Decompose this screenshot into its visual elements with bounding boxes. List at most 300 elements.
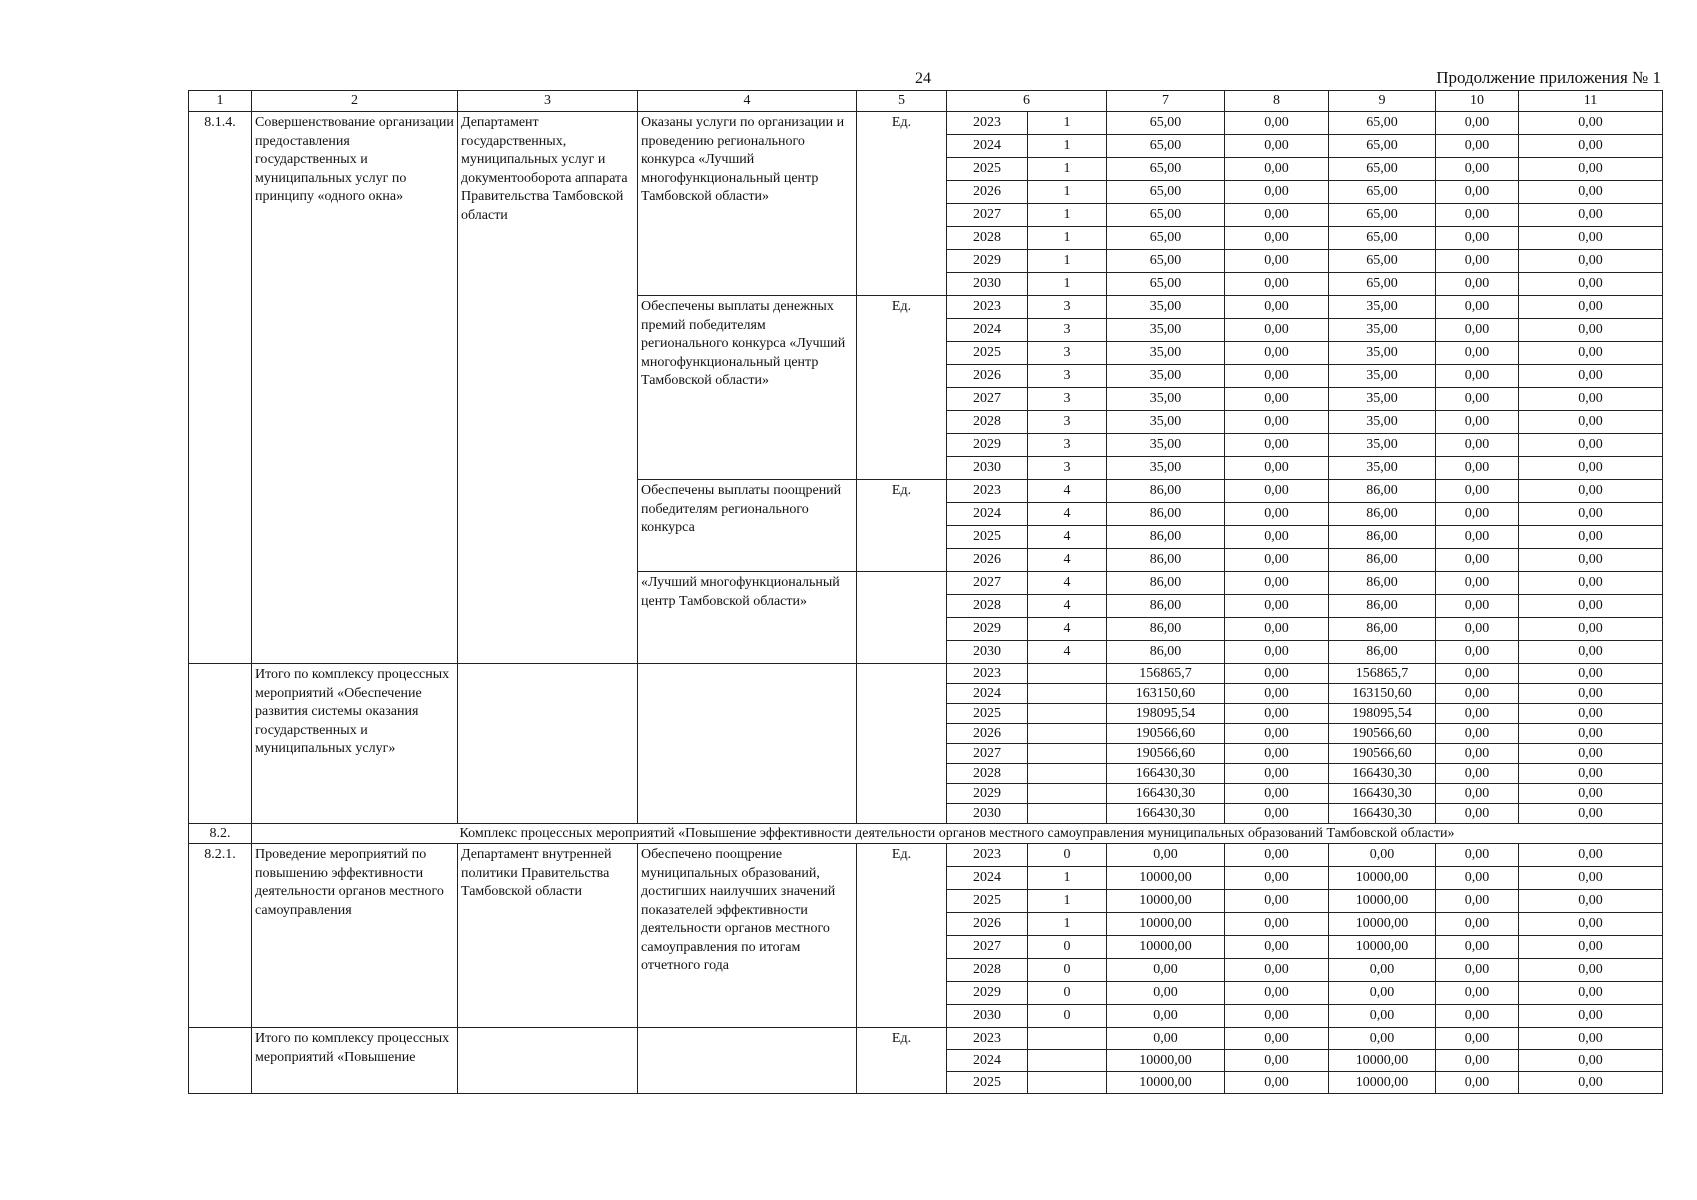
col-header-8: 8 bbox=[1225, 91, 1329, 112]
year-cell: 2028 bbox=[947, 764, 1028, 784]
federal-budget-cell: 0,00 bbox=[1225, 158, 1329, 181]
year-cell: 2025 bbox=[947, 526, 1028, 549]
total-amount-cell: 10000,00 bbox=[1107, 1072, 1225, 1094]
col-header-11: 11 bbox=[1519, 91, 1663, 112]
quantity-cell bbox=[1028, 1072, 1107, 1094]
extrabudget-cell: 0,00 bbox=[1519, 273, 1663, 296]
unit-cell bbox=[857, 664, 947, 824]
local-budget-cell: 0,00 bbox=[1436, 913, 1519, 936]
regional-budget-cell: 86,00 bbox=[1329, 503, 1436, 526]
local-budget-cell: 0,00 bbox=[1436, 1005, 1519, 1028]
local-budget-cell: 0,00 bbox=[1436, 724, 1519, 744]
federal-budget-cell: 0,00 bbox=[1225, 618, 1329, 641]
quantity-cell: 0 bbox=[1028, 844, 1107, 867]
extrabudget-cell: 0,00 bbox=[1519, 411, 1663, 434]
unit-cell bbox=[857, 572, 947, 664]
federal-budget-cell: 0,00 bbox=[1225, 388, 1329, 411]
result-description: «Лучший многофункциональный центр Тамбовской области» bbox=[638, 572, 857, 664]
year-cell: 2023 bbox=[947, 844, 1028, 867]
regional-budget-cell: 65,00 bbox=[1329, 250, 1436, 273]
federal-budget-cell: 0,00 bbox=[1225, 982, 1329, 1005]
total-amount-cell: 65,00 bbox=[1107, 273, 1225, 296]
total-amount-cell: 35,00 bbox=[1107, 296, 1225, 319]
quantity-cell: 1 bbox=[1028, 181, 1107, 204]
federal-budget-cell: 0,00 bbox=[1225, 549, 1329, 572]
quantity-cell: 4 bbox=[1028, 480, 1107, 503]
federal-budget-cell: 0,00 bbox=[1225, 572, 1329, 595]
section-8-2-title: Комплекс процессных мероприятий «Повышение эффективности деятельности органов местного самоуправления муниципальных образований Тамбовской области» bbox=[252, 824, 1663, 844]
quantity-cell: 4 bbox=[1028, 572, 1107, 595]
col-header-4: 4 bbox=[638, 91, 857, 112]
year-cell: 2025 bbox=[947, 704, 1028, 724]
table-row bbox=[189, 112, 1663, 135]
extrabudget-cell: 0,00 bbox=[1519, 641, 1663, 664]
regional-budget-cell: 65,00 bbox=[1329, 273, 1436, 296]
year-cell: 2024 bbox=[947, 319, 1028, 342]
measure-8-2-1-code: 8.2.1. bbox=[189, 844, 252, 1028]
unit-cell: Ед. bbox=[857, 844, 947, 1028]
year-cell: 2029 bbox=[947, 250, 1028, 273]
year-cell: 2025 bbox=[947, 342, 1028, 365]
local-budget-cell: 0,00 bbox=[1436, 959, 1519, 982]
local-budget-cell: 0,00 bbox=[1436, 982, 1519, 1005]
local-budget-cell: 0,00 bbox=[1436, 595, 1519, 618]
quantity-cell bbox=[1028, 784, 1107, 804]
quantity-cell: 4 bbox=[1028, 549, 1107, 572]
federal-budget-cell: 0,00 bbox=[1225, 112, 1329, 135]
year-cell: 2027 bbox=[947, 204, 1028, 227]
total-amount-cell: 10000,00 bbox=[1107, 1050, 1225, 1072]
extrabudget-cell: 0,00 bbox=[1519, 296, 1663, 319]
local-budget-cell: 0,00 bbox=[1436, 273, 1519, 296]
federal-budget-cell: 0,00 bbox=[1225, 724, 1329, 744]
extrabudget-cell: 0,00 bbox=[1519, 503, 1663, 526]
regional-budget-cell: 65,00 bbox=[1329, 158, 1436, 181]
local-budget-cell: 0,00 bbox=[1436, 549, 1519, 572]
local-budget-cell: 0,00 bbox=[1436, 296, 1519, 319]
local-budget-cell: 0,00 bbox=[1436, 867, 1519, 890]
quantity-cell bbox=[1028, 804, 1107, 824]
extrabudget-cell: 0,00 bbox=[1519, 936, 1663, 959]
extrabudget-cell: 0,00 bbox=[1519, 227, 1663, 250]
regional-budget-cell: 166430,30 bbox=[1329, 804, 1436, 824]
quantity-cell: 3 bbox=[1028, 457, 1107, 480]
total-amount-cell: 10000,00 bbox=[1107, 936, 1225, 959]
total-amount-cell: 35,00 bbox=[1107, 342, 1225, 365]
local-budget-cell: 0,00 bbox=[1436, 112, 1519, 135]
regional-budget-cell: 65,00 bbox=[1329, 135, 1436, 158]
col-header-3: 3 bbox=[458, 91, 638, 112]
quantity-cell: 3 bbox=[1028, 342, 1107, 365]
regional-budget-cell: 86,00 bbox=[1329, 526, 1436, 549]
result-description: Оказаны услуги по организации и проведению регионального конкурса «Лучший многофункциональный центр Тамбовской области» bbox=[638, 112, 857, 296]
total-amount-cell: 0,00 bbox=[1107, 1005, 1225, 1028]
federal-budget-cell: 0,00 bbox=[1225, 641, 1329, 664]
quantity-cell: 4 bbox=[1028, 595, 1107, 618]
quantity-cell: 4 bbox=[1028, 503, 1107, 526]
federal-budget-cell: 0,00 bbox=[1225, 959, 1329, 982]
quantity-cell: 3 bbox=[1028, 296, 1107, 319]
year-cell: 2030 bbox=[947, 1005, 1028, 1028]
quantity-cell: 3 bbox=[1028, 434, 1107, 457]
local-budget-cell: 0,00 bbox=[1436, 641, 1519, 664]
regional-budget-cell: 190566,60 bbox=[1329, 724, 1436, 744]
total-amount-cell: 35,00 bbox=[1107, 365, 1225, 388]
year-cell: 2026 bbox=[947, 913, 1028, 936]
year-cell: 2028 bbox=[947, 411, 1028, 434]
local-budget-cell: 0,00 bbox=[1436, 784, 1519, 804]
year-cell: 2024 bbox=[947, 867, 1028, 890]
federal-budget-cell: 0,00 bbox=[1225, 273, 1329, 296]
total-amount-cell: 10000,00 bbox=[1107, 913, 1225, 936]
regional-budget-cell: 198095,54 bbox=[1329, 704, 1436, 724]
local-budget-cell: 0,00 bbox=[1436, 526, 1519, 549]
total-amount-cell: 65,00 bbox=[1107, 181, 1225, 204]
local-budget-cell: 0,00 bbox=[1436, 890, 1519, 913]
quantity-cell: 4 bbox=[1028, 526, 1107, 549]
extrabudget-cell: 0,00 bbox=[1519, 388, 1663, 411]
extrabudget-cell: 0,00 bbox=[1519, 1050, 1663, 1072]
extrabudget-cell: 0,00 bbox=[1519, 319, 1663, 342]
federal-budget-cell: 0,00 bbox=[1225, 704, 1329, 724]
quantity-cell: 1 bbox=[1028, 227, 1107, 250]
total-amount-cell: 156865,7 bbox=[1107, 664, 1225, 684]
local-budget-cell: 0,00 bbox=[1436, 844, 1519, 867]
total-amount-cell: 0,00 bbox=[1107, 982, 1225, 1005]
year-cell: 2030 bbox=[947, 457, 1028, 480]
year-cell: 2030 bbox=[947, 273, 1028, 296]
regional-budget-cell: 156865,7 bbox=[1329, 664, 1436, 684]
total-amount-cell: 35,00 bbox=[1107, 434, 1225, 457]
regional-budget-cell: 166430,30 bbox=[1329, 784, 1436, 804]
quantity-cell bbox=[1028, 664, 1107, 684]
federal-budget-cell: 0,00 bbox=[1225, 684, 1329, 704]
extrabudget-cell: 0,00 bbox=[1519, 684, 1663, 704]
federal-budget-cell: 0,00 bbox=[1225, 526, 1329, 549]
local-budget-cell: 0,00 bbox=[1436, 664, 1519, 684]
quantity-cell: 4 bbox=[1028, 641, 1107, 664]
quantity-cell: 3 bbox=[1028, 365, 1107, 388]
local-budget-cell: 0,00 bbox=[1436, 388, 1519, 411]
total-amount-cell: 35,00 bbox=[1107, 457, 1225, 480]
total-amount-cell: 166430,30 bbox=[1107, 804, 1225, 824]
regional-budget-cell: 10000,00 bbox=[1329, 867, 1436, 890]
col-header-2: 2 bbox=[252, 91, 458, 112]
local-budget-cell: 0,00 bbox=[1436, 457, 1519, 480]
federal-budget-cell: 0,00 bbox=[1225, 890, 1329, 913]
local-budget-cell: 0,00 bbox=[1436, 804, 1519, 824]
extrabudget-cell: 0,00 bbox=[1519, 1005, 1663, 1028]
year-cell: 2029 bbox=[947, 982, 1028, 1005]
total-amount-cell: 166430,30 bbox=[1107, 784, 1225, 804]
total-amount-cell: 65,00 bbox=[1107, 227, 1225, 250]
total-amount-cell: 86,00 bbox=[1107, 618, 1225, 641]
total-amount-cell: 86,00 bbox=[1107, 595, 1225, 618]
extrabudget-cell: 0,00 bbox=[1519, 1028, 1663, 1050]
local-budget-cell: 0,00 bbox=[1436, 704, 1519, 724]
quantity-cell: 1 bbox=[1028, 913, 1107, 936]
federal-budget-cell: 0,00 bbox=[1225, 764, 1329, 784]
local-budget-cell: 0,00 bbox=[1436, 227, 1519, 250]
year-cell: 2024 bbox=[947, 503, 1028, 526]
extrabudget-cell: 0,00 bbox=[1519, 618, 1663, 641]
year-cell: 2023 bbox=[947, 1028, 1028, 1050]
regional-budget-cell: 0,00 bbox=[1329, 1005, 1436, 1028]
extrabudget-cell: 0,00 bbox=[1519, 664, 1663, 684]
local-budget-cell: 0,00 bbox=[1436, 936, 1519, 959]
extrabudget-cell: 0,00 bbox=[1519, 135, 1663, 158]
quantity-cell: 0 bbox=[1028, 959, 1107, 982]
federal-budget-cell: 0,00 bbox=[1225, 227, 1329, 250]
federal-budget-cell: 0,00 bbox=[1225, 804, 1329, 824]
federal-budget-cell: 0,00 bbox=[1225, 744, 1329, 764]
total-amount-cell: 35,00 bbox=[1107, 319, 1225, 342]
federal-budget-cell: 0,00 bbox=[1225, 867, 1329, 890]
extrabudget-cell: 0,00 bbox=[1519, 744, 1663, 764]
extrabudget-cell: 0,00 bbox=[1519, 158, 1663, 181]
quantity-cell: 0 bbox=[1028, 1005, 1107, 1028]
regional-budget-cell: 0,00 bbox=[1329, 982, 1436, 1005]
quantity-cell bbox=[1028, 764, 1107, 784]
year-cell: 2023 bbox=[947, 664, 1028, 684]
year-cell: 2024 bbox=[947, 684, 1028, 704]
extrabudget-cell: 0,00 bbox=[1519, 867, 1663, 890]
regional-budget-cell: 10000,00 bbox=[1329, 1050, 1436, 1072]
year-cell: 2026 bbox=[947, 181, 1028, 204]
local-budget-cell: 0,00 bbox=[1436, 618, 1519, 641]
year-cell: 2025 bbox=[947, 890, 1028, 913]
extrabudget-cell: 0,00 bbox=[1519, 457, 1663, 480]
total-amount-cell: 198095,54 bbox=[1107, 704, 1225, 724]
regional-budget-cell: 86,00 bbox=[1329, 549, 1436, 572]
quantity-cell: 1 bbox=[1028, 890, 1107, 913]
total-amount-cell: 35,00 bbox=[1107, 388, 1225, 411]
result-description: Обеспечены выплаты денежных премий победителям регионального конкурса «Лучший многофункциональный центр Тамбовской области» bbox=[638, 296, 857, 480]
year-cell: 2026 bbox=[947, 724, 1028, 744]
year-cell: 2028 bbox=[947, 227, 1028, 250]
col-header-10: 10 bbox=[1436, 91, 1519, 112]
federal-budget-cell: 0,00 bbox=[1225, 784, 1329, 804]
quantity-cell: 3 bbox=[1028, 388, 1107, 411]
federal-budget-cell: 0,00 bbox=[1225, 135, 1329, 158]
total-amount-cell: 86,00 bbox=[1107, 641, 1225, 664]
regional-budget-cell: 86,00 bbox=[1329, 480, 1436, 503]
year-cell: 2029 bbox=[947, 784, 1028, 804]
local-budget-cell: 0,00 bbox=[1436, 342, 1519, 365]
regional-budget-cell: 190566,60 bbox=[1329, 744, 1436, 764]
regional-budget-cell: 35,00 bbox=[1329, 296, 1436, 319]
year-cell: 2025 bbox=[947, 1072, 1028, 1094]
year-cell: 2027 bbox=[947, 936, 1028, 959]
regional-budget-cell: 65,00 bbox=[1329, 181, 1436, 204]
extrabudget-cell: 0,00 bbox=[1519, 181, 1663, 204]
regional-budget-cell: 86,00 bbox=[1329, 572, 1436, 595]
year-cell: 2030 bbox=[947, 804, 1028, 824]
table-row bbox=[189, 844, 1663, 867]
year-cell: 2027 bbox=[947, 388, 1028, 411]
extrabudget-cell: 0,00 bbox=[1519, 959, 1663, 982]
federal-budget-cell: 0,00 bbox=[1225, 365, 1329, 388]
extrabudget-cell: 0,00 bbox=[1519, 480, 1663, 503]
regional-budget-cell: 0,00 bbox=[1329, 959, 1436, 982]
header-row bbox=[189, 91, 1663, 112]
quantity-cell: 3 bbox=[1028, 411, 1107, 434]
local-budget-cell: 0,00 bbox=[1436, 503, 1519, 526]
federal-budget-cell: 0,00 bbox=[1225, 411, 1329, 434]
local-budget-cell: 0,00 bbox=[1436, 572, 1519, 595]
total-amount-cell: 86,00 bbox=[1107, 480, 1225, 503]
year-cell: 2026 bbox=[947, 549, 1028, 572]
quantity-cell: 4 bbox=[1028, 618, 1107, 641]
total-8-2-name: Итого по комплексу процессных мероприятий «Повышение bbox=[252, 1028, 458, 1094]
year-cell: 2027 bbox=[947, 744, 1028, 764]
regional-budget-cell: 65,00 bbox=[1329, 204, 1436, 227]
extrabudget-cell: 0,00 bbox=[1519, 342, 1663, 365]
unit-cell: Ед. bbox=[857, 1028, 947, 1094]
total-8-1-department bbox=[458, 664, 638, 824]
total-amount-cell: 10000,00 bbox=[1107, 890, 1225, 913]
col-header-7: 7 bbox=[1107, 91, 1225, 112]
extrabudget-cell: 0,00 bbox=[1519, 890, 1663, 913]
result-description: Обеспечено поощрение муниципальных образований, достигших наилучших значений показателей эффективности деятельности органов местного самоуправления по итогам отчетного года bbox=[638, 844, 857, 1028]
regional-budget-cell: 10000,00 bbox=[1329, 890, 1436, 913]
year-cell: 2029 bbox=[947, 618, 1028, 641]
quantity-cell: 1 bbox=[1028, 204, 1107, 227]
continuation-note: Продолжение приложения № 1 bbox=[1436, 68, 1661, 87]
local-budget-cell: 0,00 bbox=[1436, 1072, 1519, 1094]
measure-8-1-4-name: Совершенствование организации предоставления государственных и муниципальных услуг по принципу «одного окна» bbox=[252, 112, 458, 664]
quantity-cell: 1 bbox=[1028, 867, 1107, 890]
extrabudget-cell: 0,00 bbox=[1519, 572, 1663, 595]
total-amount-cell: 86,00 bbox=[1107, 572, 1225, 595]
table-row bbox=[189, 664, 1663, 684]
federal-budget-cell: 0,00 bbox=[1225, 595, 1329, 618]
local-budget-cell: 0,00 bbox=[1436, 434, 1519, 457]
regional-budget-cell: 35,00 bbox=[1329, 411, 1436, 434]
extrabudget-cell: 0,00 bbox=[1519, 112, 1663, 135]
extrabudget-cell: 0,00 bbox=[1519, 764, 1663, 784]
regional-budget-cell: 0,00 bbox=[1329, 844, 1436, 867]
extrabudget-cell: 0,00 bbox=[1519, 549, 1663, 572]
extrabudget-cell: 0,00 bbox=[1519, 526, 1663, 549]
year-cell: 2030 bbox=[947, 641, 1028, 664]
total-amount-cell: 86,00 bbox=[1107, 503, 1225, 526]
quantity-cell: 1 bbox=[1028, 250, 1107, 273]
local-budget-cell: 0,00 bbox=[1436, 1028, 1519, 1050]
total-amount-cell: 0,00 bbox=[1107, 844, 1225, 867]
federal-budget-cell: 0,00 bbox=[1225, 434, 1329, 457]
total-8-2-code bbox=[189, 1028, 252, 1094]
regional-budget-cell: 35,00 bbox=[1329, 434, 1436, 457]
measure-8-1-4-department: Департамент государственных, муниципальных услуг и документооборота аппарата Правительства Тамбовской области bbox=[458, 112, 638, 664]
extrabudget-cell: 0,00 bbox=[1519, 844, 1663, 867]
regional-budget-cell: 65,00 bbox=[1329, 227, 1436, 250]
measure-8-2-1-department: Департамент внутренней политики Правительства Тамбовской области bbox=[458, 844, 638, 1028]
quantity-cell: 0 bbox=[1028, 936, 1107, 959]
regional-budget-cell: 35,00 bbox=[1329, 365, 1436, 388]
quantity-cell: 1 bbox=[1028, 112, 1107, 135]
local-budget-cell: 0,00 bbox=[1436, 250, 1519, 273]
regional-budget-cell: 0,00 bbox=[1329, 1028, 1436, 1050]
unit-cell: Ед. bbox=[857, 296, 947, 480]
year-cell: 2026 bbox=[947, 365, 1028, 388]
total-amount-cell: 65,00 bbox=[1107, 204, 1225, 227]
total-8-1-code bbox=[189, 664, 252, 824]
federal-budget-cell: 0,00 bbox=[1225, 342, 1329, 365]
unit-cell: Ед. bbox=[857, 480, 947, 572]
total-8-1-name: Итого по комплексу процессных мероприятий «Обеспечение развития системы оказания государственных и муниципальных услуг» bbox=[252, 664, 458, 824]
local-budget-cell: 0,00 bbox=[1436, 764, 1519, 784]
quantity-cell: 1 bbox=[1028, 135, 1107, 158]
federal-budget-cell: 0,00 bbox=[1225, 1072, 1329, 1094]
federal-budget-cell: 0,00 bbox=[1225, 204, 1329, 227]
extrabudget-cell: 0,00 bbox=[1519, 365, 1663, 388]
section-8-2-code: 8.2. bbox=[189, 824, 252, 844]
local-budget-cell: 0,00 bbox=[1436, 684, 1519, 704]
regional-budget-cell: 166430,30 bbox=[1329, 764, 1436, 784]
total-amount-cell: 65,00 bbox=[1107, 112, 1225, 135]
total-amount-cell: 0,00 bbox=[1107, 1028, 1225, 1050]
local-budget-cell: 0,00 bbox=[1436, 480, 1519, 503]
table-row bbox=[189, 1028, 1663, 1050]
regional-budget-cell: 35,00 bbox=[1329, 457, 1436, 480]
table-body bbox=[189, 91, 1663, 1094]
federal-budget-cell: 0,00 bbox=[1225, 296, 1329, 319]
quantity-cell: 1 bbox=[1028, 158, 1107, 181]
federal-budget-cell: 0,00 bbox=[1225, 844, 1329, 867]
quantity-cell: 3 bbox=[1028, 319, 1107, 342]
year-cell: 2023 bbox=[947, 112, 1028, 135]
extrabudget-cell: 0,00 bbox=[1519, 784, 1663, 804]
regional-budget-cell: 10000,00 bbox=[1329, 913, 1436, 936]
total-amount-cell: 190566,60 bbox=[1107, 724, 1225, 744]
total-amount-cell: 163150,60 bbox=[1107, 684, 1225, 704]
year-cell: 2024 bbox=[947, 135, 1028, 158]
year-cell: 2023 bbox=[947, 296, 1028, 319]
year-cell: 2028 bbox=[947, 959, 1028, 982]
extrabudget-cell: 0,00 bbox=[1519, 1072, 1663, 1094]
local-budget-cell: 0,00 bbox=[1436, 158, 1519, 181]
total-amount-cell: 65,00 bbox=[1107, 135, 1225, 158]
federal-budget-cell: 0,00 bbox=[1225, 936, 1329, 959]
total-amount-cell: 86,00 bbox=[1107, 526, 1225, 549]
local-budget-cell: 0,00 bbox=[1436, 181, 1519, 204]
extrabudget-cell: 0,00 bbox=[1519, 434, 1663, 457]
regional-budget-cell: 35,00 bbox=[1329, 342, 1436, 365]
local-budget-cell: 0,00 bbox=[1436, 1050, 1519, 1072]
total-amount-cell: 35,00 bbox=[1107, 411, 1225, 434]
federal-budget-cell: 0,00 bbox=[1225, 181, 1329, 204]
year-cell: 2027 bbox=[947, 572, 1028, 595]
local-budget-cell: 0,00 bbox=[1436, 135, 1519, 158]
measure-8-2-1-name: Проведение мероприятий по повышению эффективности деятельности органов местного самоуправления bbox=[252, 844, 458, 1028]
regional-budget-cell: 163150,60 bbox=[1329, 684, 1436, 704]
extrabudget-cell: 0,00 bbox=[1519, 804, 1663, 824]
col-header-9: 9 bbox=[1329, 91, 1436, 112]
total-amount-cell: 65,00 bbox=[1107, 250, 1225, 273]
regional-budget-cell: 86,00 bbox=[1329, 641, 1436, 664]
col-header-5: 5 bbox=[857, 91, 947, 112]
extrabudget-cell: 0,00 bbox=[1519, 204, 1663, 227]
federal-budget-cell: 0,00 bbox=[1225, 503, 1329, 526]
federal-budget-cell: 0,00 bbox=[1225, 457, 1329, 480]
year-cell: 2028 bbox=[947, 595, 1028, 618]
quantity-cell: 1 bbox=[1028, 273, 1107, 296]
regional-budget-cell: 86,00 bbox=[1329, 595, 1436, 618]
quantity-cell bbox=[1028, 744, 1107, 764]
regional-budget-cell: 65,00 bbox=[1329, 112, 1436, 135]
result-description bbox=[638, 1028, 857, 1094]
